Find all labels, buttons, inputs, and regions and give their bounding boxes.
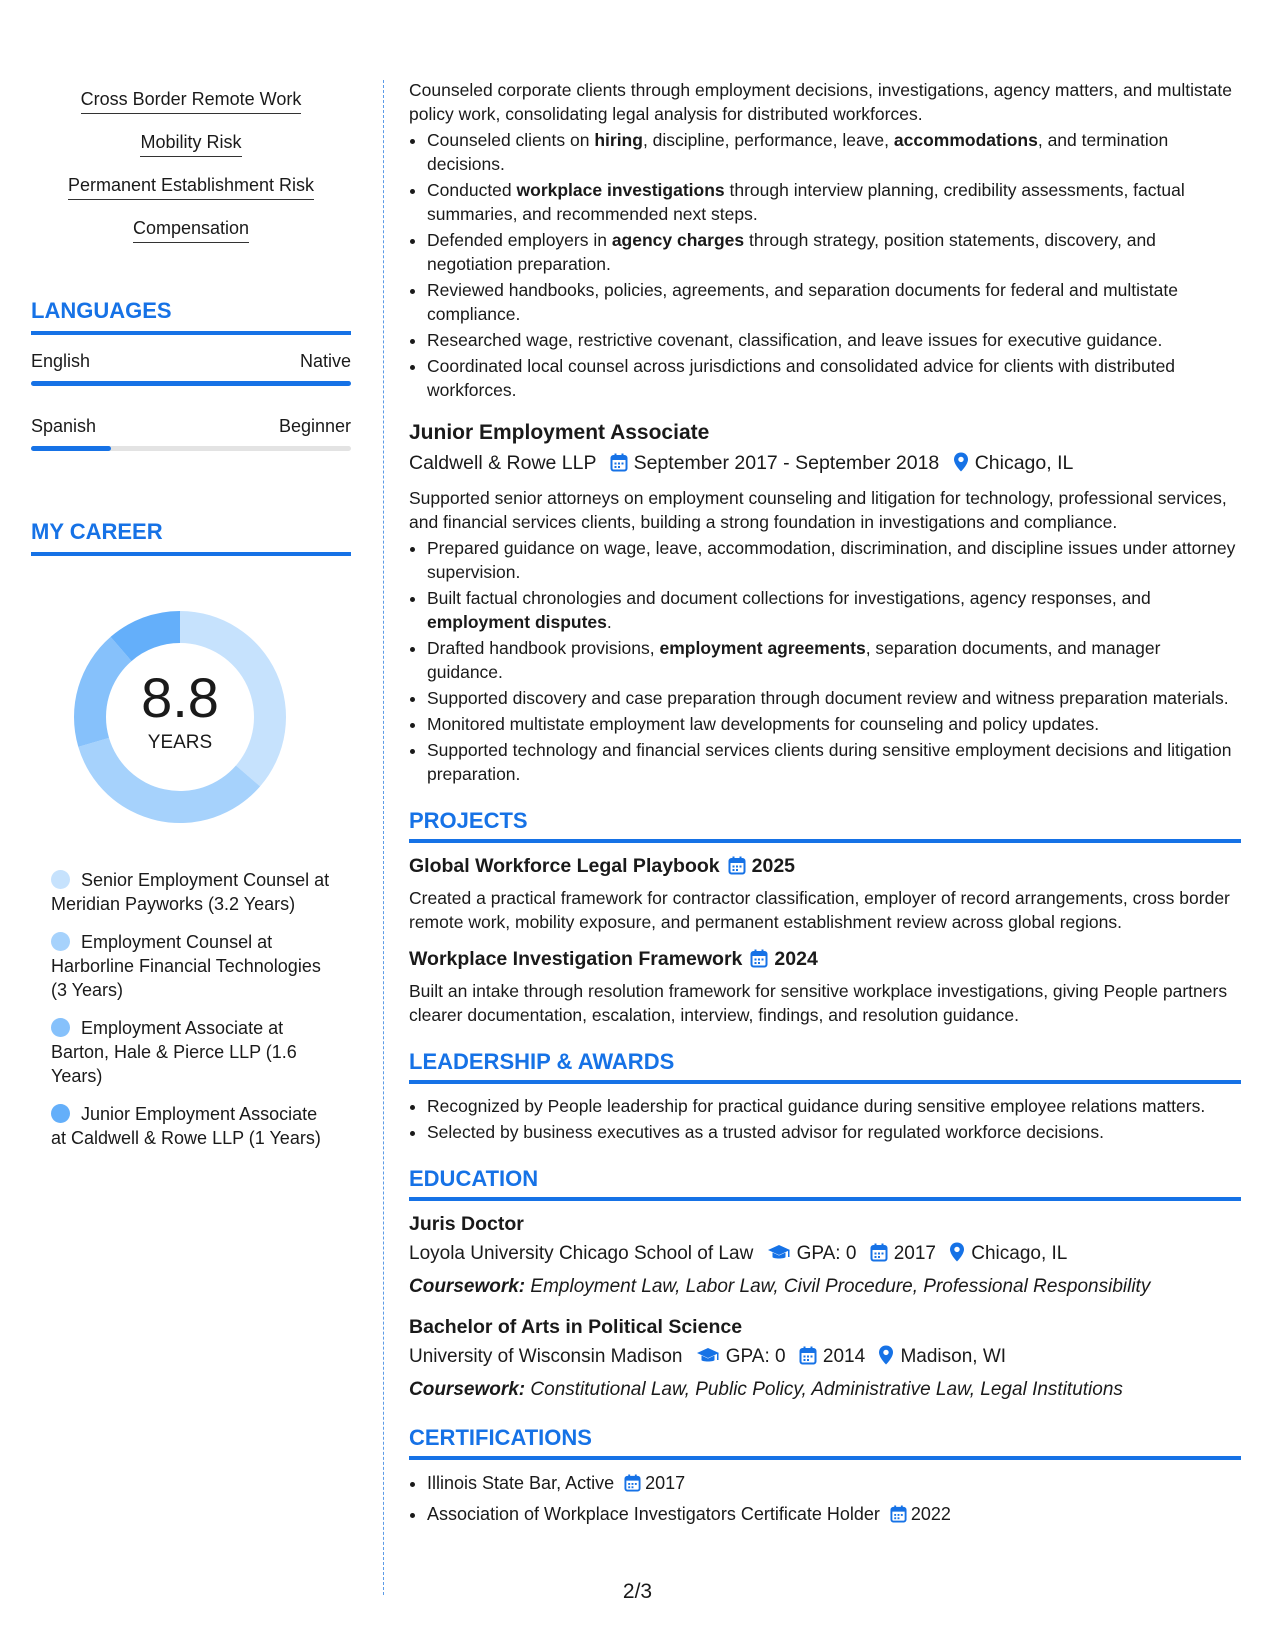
education-meta [409, 1241, 1241, 1270]
map-pin-icon [953, 452, 969, 479]
coursework-list: Constitutional Law, Public Policy, Administrative Law, Legal Institutions [530, 1379, 1123, 1400]
project-entry [409, 853, 1241, 934]
job-bullet: • Conducted workplace investigations through interview planning, credibility assessments, factual summaries, and recommended next steps. [427, 178, 1241, 226]
sidebar [31, 78, 351, 1164]
job-title: Junior Employment Associate [409, 421, 710, 444]
project-year: 2025 [751, 855, 796, 877]
job-bullet: • Built factual chronologies and document collections for investigations, agency responses, and employment disputes. [427, 586, 1241, 634]
job-meta [409, 450, 1241, 479]
project-description: Built an intake through resolution framework for sensitive workplace investigations, giving People partners clearer documentation, escalation, interview, findings, and resolution guidance. [409, 981, 1228, 1025]
legend-dot [51, 870, 70, 889]
job-bullet: • Researched wage, restrictive covenant, classification, and leave issues for executive guidance. [427, 328, 1241, 352]
calendar-icon [890, 1504, 907, 1530]
language-level: Beginner [278, 416, 351, 436]
certification-item [427, 1501, 1241, 1530]
language-bar-fill [31, 381, 351, 386]
coursework-label: Coursework: [409, 1276, 526, 1297]
job-bullet: • Supported discovery and case preparation through document review and witness preparation materials. [427, 686, 1241, 710]
job-bullet: • Counseled clients on hiring, discipline, performance, leave, accommodations, and termination decisions. [427, 128, 1241, 176]
education-location: Chicago, IL [971, 1243, 1068, 1264]
job-bullets [409, 128, 1241, 402]
calendar-icon [799, 1346, 817, 1373]
certification-item [427, 1470, 1241, 1499]
coursework [409, 1274, 1241, 1300]
leadership-item: • Selected by business executives as a trusted advisor for regulated workforce decisions. [427, 1120, 1241, 1144]
calendar-icon [870, 1243, 888, 1270]
legend-label: Employment Counsel at Harborline Financial Technologies (3 Years) [51, 932, 321, 1000]
coursework [409, 1377, 1241, 1403]
skill-item: Compensation [133, 217, 249, 243]
project-entry [409, 946, 1241, 1027]
skill-item: Mobility Risk [140, 131, 241, 157]
project-title: Global Workforce Legal Playbook [409, 855, 720, 877]
degree-title: Juris Doctor [409, 1213, 524, 1235]
job-bullet: • Monitored multistate employment law developments for counseling and policy updates. [427, 712, 1241, 736]
language-level: Native [299, 351, 351, 371]
legend-item [51, 1102, 331, 1150]
education-year: 2017 [893, 1243, 936, 1264]
certification-year: 2022 [910, 1504, 951, 1524]
skill-item: Cross Border Remote Work [81, 88, 302, 114]
company-name: Caldwell & Rowe LLP [409, 452, 597, 474]
education-location: Madison, WI [900, 1346, 1007, 1367]
legend-label: Junior Employment Associate at Caldwell & Rowe LLP (1 Years) [51, 1104, 321, 1148]
language-name: Spanish [31, 416, 97, 436]
graduation-cap-icon [696, 1347, 720, 1373]
certification-name: Illinois State Bar, Active [427, 1473, 615, 1493]
project-year: 2024 [774, 948, 818, 970]
job-summary: Supported senior attorneys on employment counseling and litigation for technology, professional services, and financial services clients, building a strong foundation in investigations and compliance. [409, 488, 1227, 532]
school-name: Loyola University Chicago School of Law [409, 1243, 754, 1264]
language-bar [31, 446, 351, 451]
legend-label: Employment Associate at Barton, Hale & Pierce LLP (1.6 Years) [51, 1018, 297, 1086]
leadership-heading: LEADERSHIP & AWARDS [409, 1049, 1241, 1084]
project-description: Created a practical framework for contractor classification, employer of record arrangements, cross border remote work, mobility exposure, and permanent establishment review across global regions. [409, 888, 1230, 932]
career-total: 8.8 [141, 666, 219, 729]
calendar-icon [610, 453, 628, 479]
language-entry [31, 351, 351, 386]
projects-heading: PROJECTS [409, 808, 1241, 843]
school-name: University of Wisconsin Madison [409, 1346, 683, 1367]
degree-title: Bachelor of Arts in Political Science [409, 1316, 743, 1338]
legend-item [51, 868, 331, 916]
legend-dot [51, 1018, 70, 1037]
coursework-label: Coursework: [409, 1379, 526, 1400]
education-heading: EDUCATION [409, 1166, 1241, 1201]
job-bullet: • Defended employers in agency charges through strategy, position statements, discovery, and negotiation preparation. [427, 228, 1241, 276]
certifications-list [409, 1470, 1241, 1530]
language-entry [31, 416, 351, 451]
map-pin-icon [878, 1345, 894, 1373]
legend-item [51, 1016, 331, 1088]
job-dates: September 2017 - September 2018 [633, 452, 940, 474]
job-bullet: • Reviewed handbooks, policies, agreements, and separation documents for federal and multistate compliance. [427, 278, 1241, 326]
languages-heading: LANGUAGES [31, 298, 351, 335]
legend-item [51, 930, 331, 1002]
legend-dot [51, 1104, 70, 1123]
job-bullet: • Supported technology and financial services clients during sensitive employment decisions and litigation preparation. [427, 738, 1241, 786]
certification-year: 2017 [645, 1473, 686, 1493]
certifications-heading: CERTIFICATIONS [409, 1425, 1241, 1460]
job-bullet: • Drafted handbook provisions, employment agreements, separation documents, and manager guidance. [427, 636, 1241, 684]
map-pin-icon [949, 1242, 965, 1270]
coursework-list: Employment Law, Labor Law, Civil Procedure, Professional Responsibility [530, 1276, 1151, 1297]
education-entry [409, 1211, 1241, 1300]
calendar-icon [624, 1473, 641, 1499]
leadership-item: • Recognized by People leadership for practical guidance during sensitive employee relations matters. [427, 1094, 1241, 1118]
calendar-icon [728, 856, 746, 882]
career-unit: YEARS [147, 732, 213, 753]
project-title: Workplace Investigation Framework [409, 948, 743, 970]
main-content [409, 78, 1241, 1532]
job-bullet: • Prepared guidance on wage, leave, accommodation, discrimination, and discipline issues under attorney supervision. [427, 536, 1241, 584]
legend-label: Senior Employment Counsel at Meridian Payworks (3.2 Years) [51, 870, 330, 914]
skills-list [31, 78, 351, 260]
job-bullets [409, 536, 1241, 786]
calendar-icon [750, 949, 768, 975]
gpa: GPA: 0 [725, 1346, 786, 1367]
career-heading: MY CAREER [31, 519, 351, 556]
skill-item: Permanent Establishment Risk [68, 174, 314, 200]
education-entry [409, 1314, 1241, 1403]
career-donut-chart [65, 602, 295, 832]
job-bullet: • Coordinated local counsel across jurisdictions and consolidated advice for clients with distributed workforces. [427, 354, 1241, 402]
education-meta [409, 1344, 1241, 1373]
gpa: GPA: 0 [796, 1243, 857, 1264]
job-summary: Counseled corporate clients through employment decisions, investigations, agency matters, and multistate policy work, consolidating legal analysis for distributed workforces. [409, 80, 1232, 124]
graduation-cap-icon [767, 1244, 791, 1270]
language-bar-fill [31, 446, 111, 451]
career-legend [51, 868, 331, 1150]
leadership-list [409, 1094, 1241, 1144]
language-name: English [31, 351, 91, 371]
legend-dot [51, 932, 70, 951]
education-year: 2014 [822, 1346, 866, 1367]
column-divider [383, 80, 384, 1595]
job-location: Chicago, IL [974, 452, 1074, 474]
page-number: 2/3 [622, 1580, 653, 1603]
certification-name: Association of Workplace Investigators Certificate Holder [427, 1504, 880, 1524]
language-bar [31, 381, 351, 386]
